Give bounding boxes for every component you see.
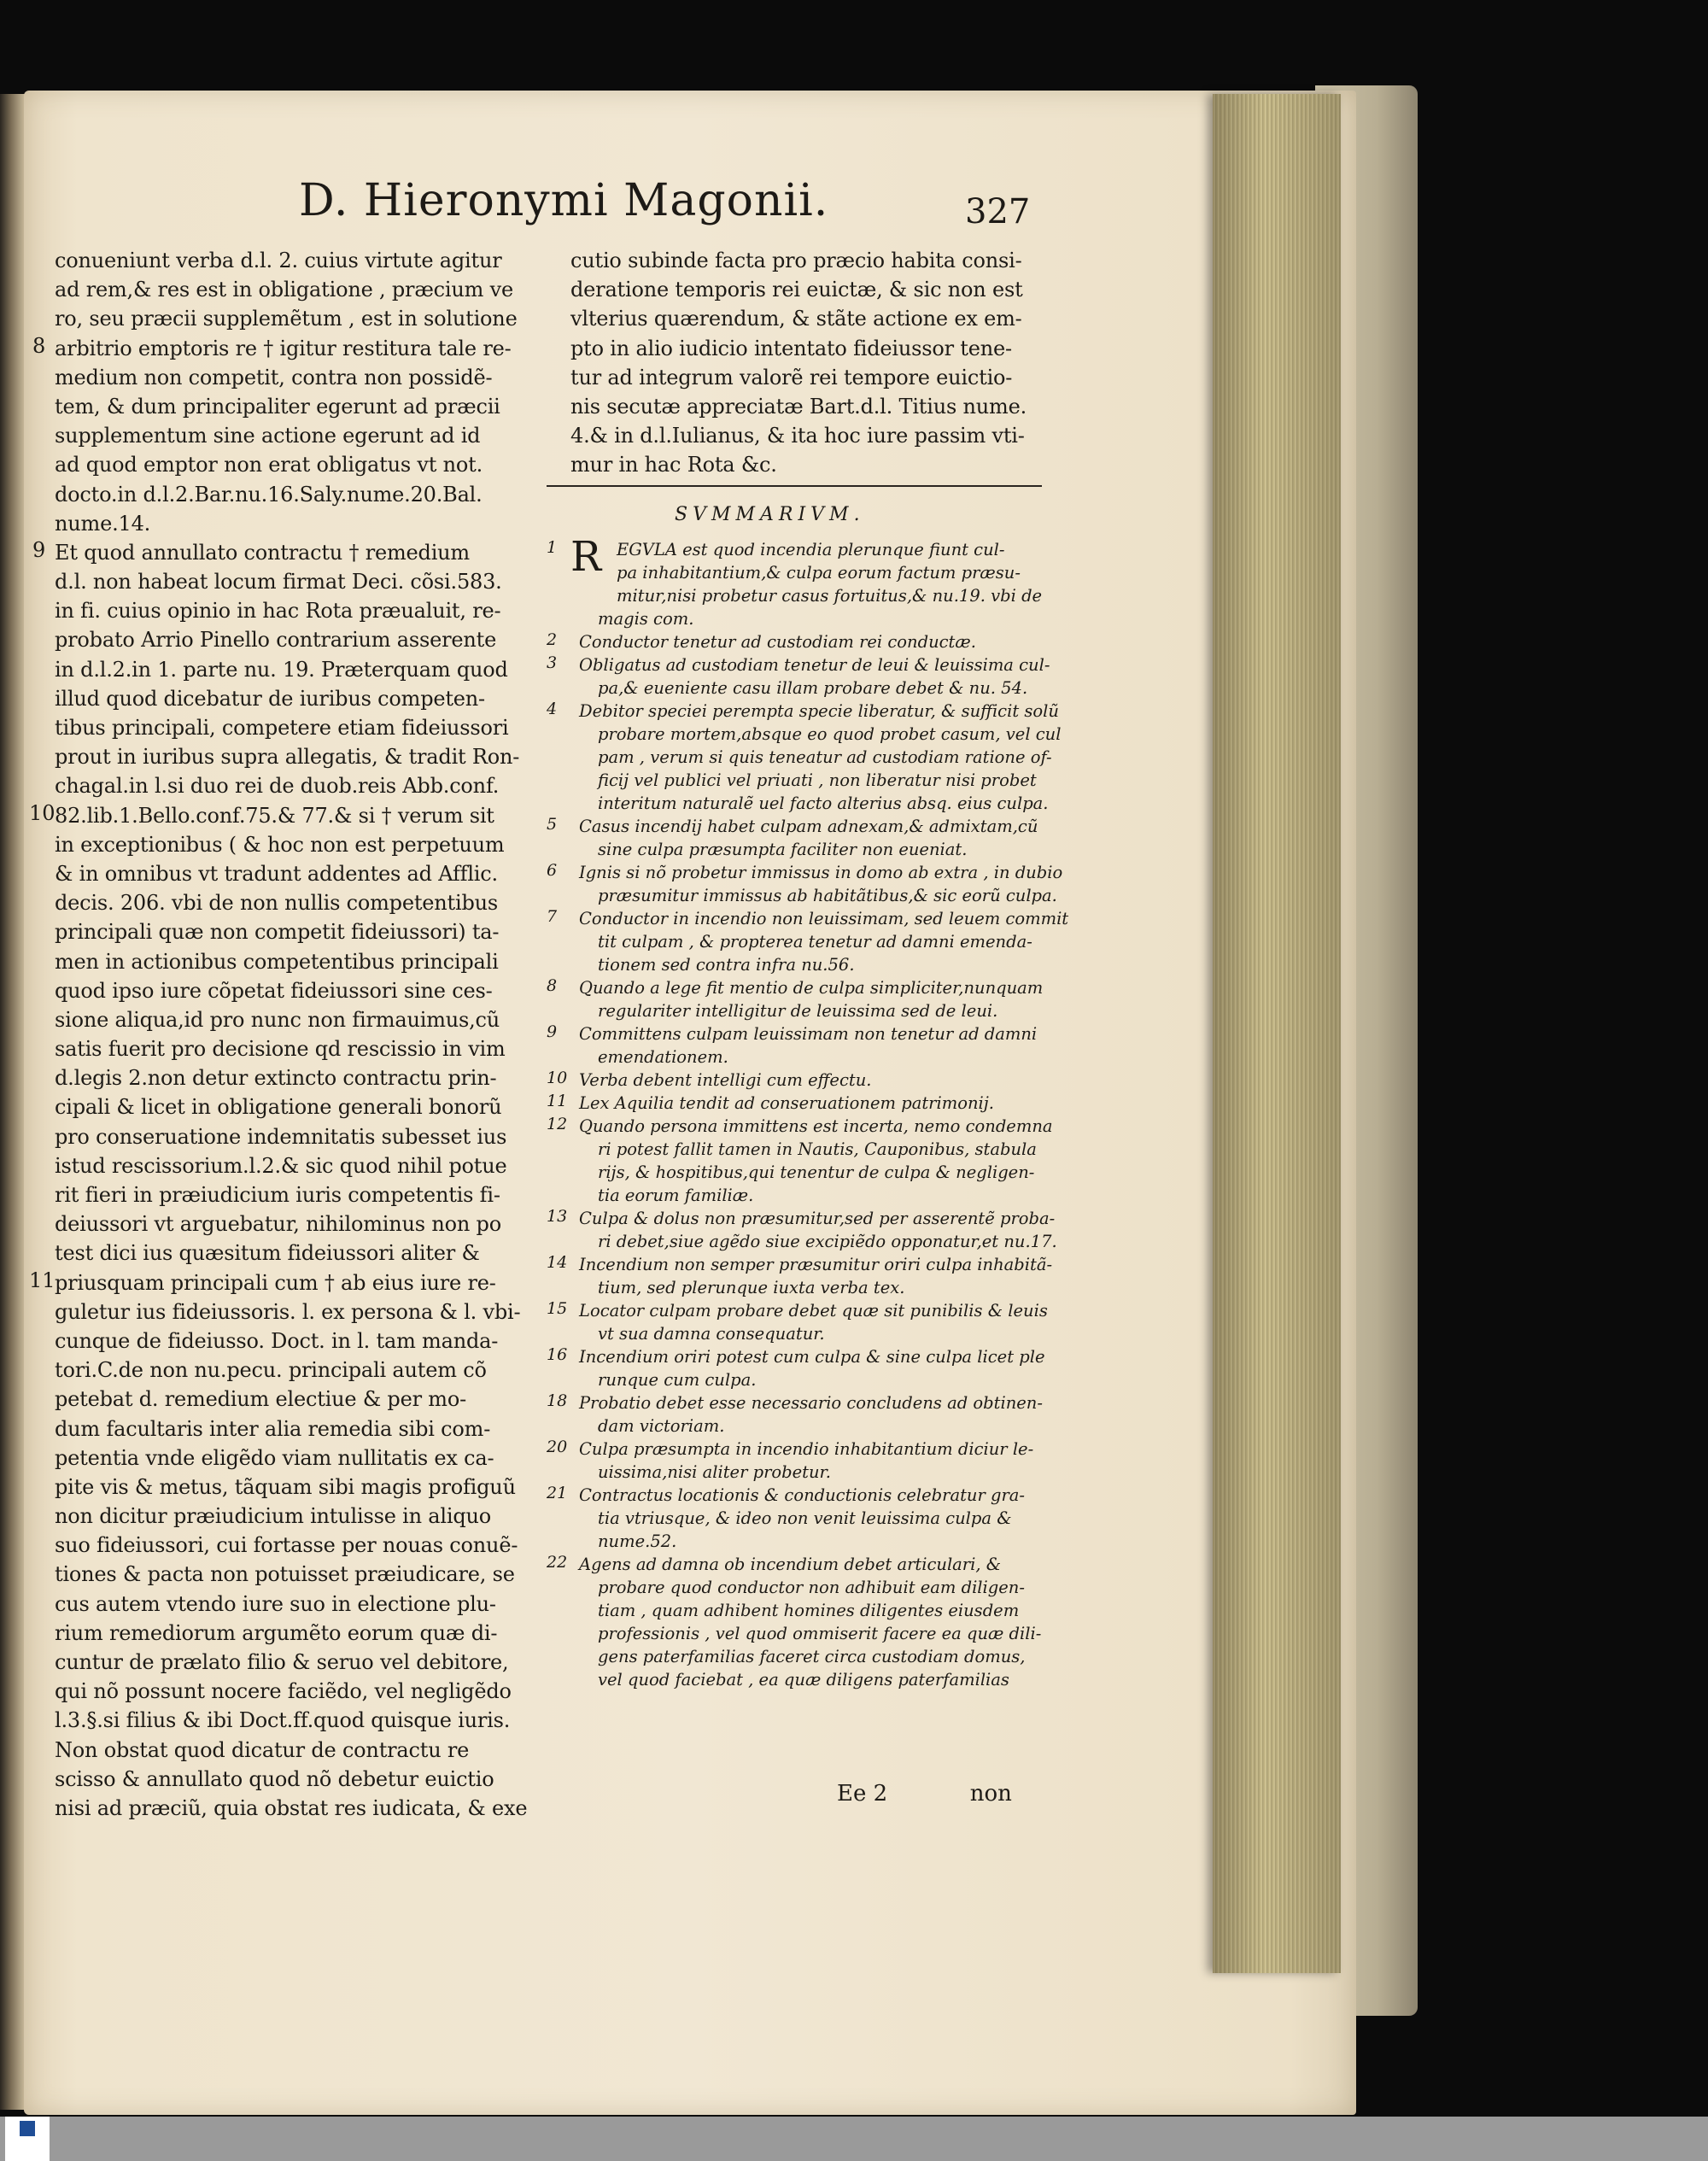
summary-line: Quando a lege fit mentio de culpa simpliciter,nunquam <box>579 978 1044 998</box>
summary-line: nume.52. <box>598 1531 677 1551</box>
summary-line: Casus incendij habet culpam adnexam,& admixtam,cũ <box>579 817 1038 836</box>
text-line: tibus principali, competere etiam fideiussori <box>55 716 509 740</box>
summary-entry <box>547 1484 1050 1553</box>
summary-line: EGVLA est quod incendia plerunque fiunt cul- <box>617 540 1005 559</box>
catchword: non <box>969 1781 1012 1807</box>
text-line: 82.lib.1.Bello.conf.75.& 77.& si † verum sit <box>55 803 494 828</box>
summary-entry <box>547 1022 1050 1069</box>
summary-entry-number: 8 <box>547 976 558 995</box>
catchword-line <box>837 1781 1012 1807</box>
text-line: cunque de fideiusso. Doct. in l. tam manda- <box>55 1328 499 1353</box>
text-line: probato Arrio Pinello contrarium asserente <box>55 628 497 653</box>
summary-entry <box>547 1253 1053 1299</box>
text-line: supplementum sine actione egerunt ad id <box>55 424 481 448</box>
summary-line: Incendium non semper præsumitur oriri culpa inhabitã- <box>579 1255 1053 1274</box>
summary-line: pa inhabitantium,& culpa eorum factum præsu- <box>617 563 1021 583</box>
text-line: mur in hac Rota &c. <box>570 453 777 477</box>
section-rule <box>547 485 1042 487</box>
text-line: cutio subinde facta pro præcio habita consi- <box>570 249 1022 272</box>
text-line: principali quæ non competit fideiussori) ta- <box>55 920 500 945</box>
summary-line: mitur,nisi probetur casus fortuitus,& nu.19. vbi de <box>617 586 1043 606</box>
summary-entry-number: 16 <box>547 1345 568 1364</box>
summary-line: professionis , vel quod ommiserit facere ea quæ dili- <box>598 1624 1042 1643</box>
summary-line: Committens culpam leuissimam non tenetur ad damni <box>579 1024 1038 1044</box>
scan-footer-strip <box>0 2117 1708 2161</box>
summary-line: magis com. <box>598 609 694 629</box>
summary-entry <box>547 815 1050 861</box>
text-line: deratione temporis rei euictæ, & sic non est <box>570 278 1023 302</box>
summary-line: Debitor speciei perempta specie liberatur, & sufficit solũ <box>579 701 1059 721</box>
summary-entry <box>547 1299 1050 1345</box>
text-line: cus autem vtendo iure suo in electione plu- <box>55 1591 496 1616</box>
summary-line: ficij vel publici vel priuati , non liberatur nisi probet <box>598 770 1037 790</box>
summary-entry-number: 12 <box>547 1115 568 1133</box>
summary-entry <box>547 700 1062 815</box>
summary-entry-number: 2 <box>547 630 558 649</box>
summary-line: probare quod conductor non adhibuit eam diligen- <box>598 1578 1025 1597</box>
text-line: istud rescissorium.l.2.& sic quod nihil potue <box>55 1153 507 1178</box>
text-line: pro conseruatione indemnitatis subesset ius <box>55 1124 507 1149</box>
text-line: d.legis 2.non detur extincto contractu prin- <box>55 1066 497 1091</box>
text-line: tem, & dum principaliter egerunt ad præcii <box>55 394 500 419</box>
text-line: Non obstat quod dicatur de contractu re <box>55 1737 470 1762</box>
text-line: cuntur de prælato filio & seruo vel debitore, <box>55 1650 509 1674</box>
summary-line: Culpa & dolus non præsumitur,sed per asserentẽ proba- <box>579 1209 1056 1228</box>
summary-entry-number: 5 <box>547 815 558 834</box>
text-line: chagal.in l.si duo rei de duob.reis Abb.conf. <box>55 774 500 799</box>
summary-line: ri debet,siue agẽdo siue excipiẽdo opponatur,et nu.17. <box>598 1232 1057 1251</box>
summary-entry-number: 14 <box>547 1253 568 1272</box>
summary-line: emendationem. <box>598 1047 728 1067</box>
summary-entry-number: 22 <box>547 1553 568 1572</box>
summary-entry <box>547 907 1069 976</box>
text-line: conueniunt verba d.l. 2. cuius virtute agitur <box>55 249 502 272</box>
text-line: deiussori vt arguebatur, nihilominus non po <box>55 1212 501 1237</box>
text-line: arbitrio emptoris re † igitur restitura tale re- <box>55 336 512 360</box>
summary-line: vel quod faciebat , ea quæ diligens paterfamilias <box>598 1670 1009 1690</box>
text-line: l.3.§.si filius & ibi Doct.ff.quod quisque iuris. <box>55 1708 511 1733</box>
summary-entry-number: 7 <box>547 907 558 926</box>
summary-line: Agens ad damna ob incendium debet articulari, & <box>579 1555 1002 1574</box>
summary-line: tionem sed contra infra nu.56. <box>598 955 855 975</box>
summary-entry-number: 20 <box>547 1438 568 1456</box>
summary-line: tit culpam , & propterea tenetur ad damni emenda- <box>598 932 1032 952</box>
summary-line: regulariter intelligitur de leuissima sed de leui. <box>598 1001 998 1021</box>
summary-line: Culpa præsumpta in incendio inhabitantium diciur le- <box>579 1439 1034 1459</box>
summary-line: pa,& eueniente casu illam probare debet & nu. 54. <box>598 678 1028 698</box>
summary-entry <box>547 1092 1050 1115</box>
text-line: d.l. non habeat locum firmat Deci. cõsi.583. <box>55 570 502 594</box>
text-line: petentia vnde eligẽdo viam nullitatis ex ca- <box>55 1445 494 1470</box>
page-block-edges <box>1213 94 1341 1973</box>
summary-entry-number: 3 <box>547 653 558 672</box>
summary-entry <box>547 653 1050 700</box>
summary-line: Conductor in incendio non leuissimam, sed leuem commit <box>579 909 1069 928</box>
text-line: tiones & pacta non potuisset præiudicare, se <box>55 1562 515 1587</box>
text-line: qui nõ possunt nocere faciẽdo, vel negligẽdo <box>55 1679 512 1704</box>
text-line: nis secutæ appreciatæ Bart.d.l. Titius nume. <box>570 394 1027 419</box>
text-line: illud quod dicebatur de iuribus competen- <box>55 686 485 711</box>
summary-entry-number: 10 <box>547 1069 568 1087</box>
text-line: tur ad integrum valorẽ rei tempore euictio- <box>570 365 1013 389</box>
summary-line: Conductor tenetur ad custodiam rei conductæ. <box>579 632 976 652</box>
summary-entry-number: 11 <box>547 1092 568 1110</box>
text-line: ad rem,& res est in obligatione , præcium ve <box>55 278 514 302</box>
margin-note-number: 11 <box>29 1268 56 1292</box>
summary-line: Contractus locationis & conductionis celebratur gra- <box>579 1485 1026 1505</box>
summary-entry-number: 21 <box>547 1484 568 1502</box>
text-line: nisi ad præciũ, quia obstat res iudicata, & exe <box>55 1795 528 1820</box>
summary-line: sine culpa præsumpta faciliter non eueniat. <box>598 840 968 859</box>
summary-line: pam , verum si quis teneatur ad custodiam ratione of- <box>598 747 1052 767</box>
summary-entry <box>547 1553 1050 1691</box>
summary-line: vt sua damna consequatur. <box>598 1324 825 1344</box>
text-line: sione aliqua,id pro nunc non firmauimus,cũ <box>55 1007 500 1032</box>
summary-line: probare mortem,absque eo quod probet casum, vel cul <box>598 724 1062 744</box>
summary-line: interitum naturalẽ uel facto alterius absq. eius culpa. <box>598 794 1049 813</box>
left-column <box>55 246 533 1823</box>
summary-entry-number: 1 <box>547 538 558 557</box>
margin-note-number: 9 <box>32 538 46 562</box>
text-line: medium non competit, contra non possidẽ- <box>55 365 493 389</box>
summary-entry-number: 4 <box>547 700 558 718</box>
summary-line: tium, sed plerunque iuxta verba tex. <box>598 1278 905 1297</box>
summary-line: runque cum culpa. <box>598 1370 757 1390</box>
text-line: rit fieri in præiudicium iuris competentis fi- <box>55 1183 500 1207</box>
text-line: men in actionibus competentibus principali <box>55 949 499 974</box>
summary-line: dam victoriam. <box>598 1416 725 1436</box>
text-line: 4.& in d.l.Iulianus, & ita hoc iure passim vti- <box>570 424 1025 448</box>
text-line: in exceptionibus ( & hoc non est perpetuum <box>55 832 505 857</box>
summary-line: Quando persona immittens est incerta, nemo condemna <box>579 1116 1053 1136</box>
summary-title: SVMMARIVM. <box>675 504 865 525</box>
text-line: priusquam principali cum † ab eius iure re- <box>55 1270 496 1295</box>
summary-entry <box>547 630 1050 653</box>
summary-line: tiam , quam adhibent homines diligentes eiusdem <box>598 1601 1020 1620</box>
summary-entry-number: 6 <box>547 861 558 880</box>
summary-line: Incendium oriri potest cum culpa & sine culpa licet ple <box>579 1347 1045 1367</box>
summary-entry <box>547 976 1050 1022</box>
text-line: nume.14. <box>55 511 151 536</box>
summary-line: Probatio debet esse necessario concludens ad obtinen- <box>579 1393 1043 1413</box>
summary-line: rijs, & hospitibus,qui tenentur de culpa & negligen- <box>598 1162 1035 1182</box>
summary-entry <box>547 1207 1057 1253</box>
summary-entry <box>547 1438 1050 1484</box>
summary-line: Lex Aquilia tendit ad conseruationem patrimonij. <box>579 1093 994 1113</box>
text-line: non dicitur præiudicium intulisse in aliquo <box>55 1504 492 1529</box>
summary-line: tia eorum familiæ. <box>598 1186 754 1205</box>
summary-line: Locator culpam probare debet quæ sit punibilis & leuis <box>579 1301 1048 1321</box>
right-column <box>570 246 1049 480</box>
text-line: suo fideiussori, cui fortasse per nouas conuẽ- <box>55 1533 518 1558</box>
text-line: pite vis & metus, tãquam sibi magis profiguũ <box>55 1474 516 1499</box>
text-line: decis. 206. vbi de non nullis competentibus <box>55 891 499 916</box>
summary-line: Obligatus ad custodiam tenetur de leui & leuissima cul- <box>579 655 1050 675</box>
text-line: scisso & annullato quod nõ debetur euictio <box>55 1766 494 1791</box>
text-line: pto in alio iudicio intentato fideiussor tene- <box>570 336 1012 360</box>
library-logo <box>5 2117 50 2161</box>
summary-line: Verba debent intelligi cum effectu. <box>579 1070 872 1090</box>
text-line: satis fuerit pro decisione qd rescissio in vim <box>55 1037 506 1062</box>
summary-line: tia vtriusque, & ideo non venit leuissima culpa & <box>598 1508 1012 1528</box>
summary-line: gens paterfamilias faceret circa custodiam domus, <box>598 1647 1026 1666</box>
summary-entry <box>547 1345 1050 1391</box>
text-line: vlterius quærendum, & stãte actione ex em- <box>570 307 1022 331</box>
running-header: D. Hieronymi Magonii. <box>299 175 829 226</box>
text-line: in d.l.2.in 1. parte nu. 19. Præterquam quod <box>55 657 508 682</box>
text-line: ro, seu præcii supplemẽtum , est in solutione <box>55 307 518 331</box>
text-line: docto.in d.l.2.Bar.nu.16.Saly.nume.20.Bal. <box>55 482 483 507</box>
summary-list <box>547 533 1069 1691</box>
text-line: test dici ius quæsitum fideiussori aliter & <box>55 1241 480 1266</box>
text-line: guletur ius fideiussoris. l. ex persona & l. vbi- <box>55 1299 521 1324</box>
summary-entry <box>547 533 1050 630</box>
summary-line: ri potest fallit tamen in Nautis, Cauponibus, stabula <box>598 1139 1037 1159</box>
summary-entry-number: 9 <box>547 1022 558 1041</box>
page-number: 327 <box>965 192 1031 231</box>
signature-mark: Ee 2 <box>837 1781 888 1807</box>
summary-entry <box>547 1391 1050 1438</box>
text-line: prout in iuribus supra allegatis, & tradit Ron- <box>55 745 520 770</box>
text-line: dum facultaris inter alia remedia sibi com- <box>55 1416 491 1441</box>
summary-entry <box>547 1115 1053 1207</box>
margin-note-number: 10 <box>29 800 56 825</box>
summary-line: præsumitur immissus ab habitãtibus,& sic eorũ culpa. <box>598 886 1057 905</box>
text-line: petebat d. remedium electiue & per mo- <box>55 1387 467 1412</box>
margin-note-number: 8 <box>32 333 46 358</box>
summary-entry-number: 18 <box>547 1391 568 1410</box>
text-line: rium remediorum argumẽto eorum quæ di- <box>55 1620 498 1645</box>
text-line: Et quod annullato contractu † remedium <box>55 540 470 565</box>
summary-line: Ignis si nõ probetur immissus in domo ab extra , in dubio <box>579 863 1063 882</box>
summary-entry <box>547 861 1063 907</box>
text-line: quod ipso iure cõpetat fideiussori sine ces- <box>55 978 493 1003</box>
text-line: in fi. cuius opinio in hac Rota præualuit, re- <box>55 599 501 624</box>
text-line: cipali & licet in obligatione generali bonorũ <box>55 1095 502 1120</box>
summary-entry <box>547 1069 1050 1092</box>
text-line: & in omnibus vt tradunt addentes ad Afflic. <box>55 861 498 886</box>
summary-entry-number: 15 <box>547 1299 568 1318</box>
text-line: tori.C.de non nu.pecu. principali autem cõ <box>55 1358 487 1383</box>
text-line: ad quod emptor non erat obligatus vt not. <box>55 453 483 477</box>
summary-entry-number: 13 <box>547 1207 568 1226</box>
summary-line: uissima,nisi aliter probetur. <box>598 1462 831 1482</box>
drop-capital: R <box>570 533 602 581</box>
